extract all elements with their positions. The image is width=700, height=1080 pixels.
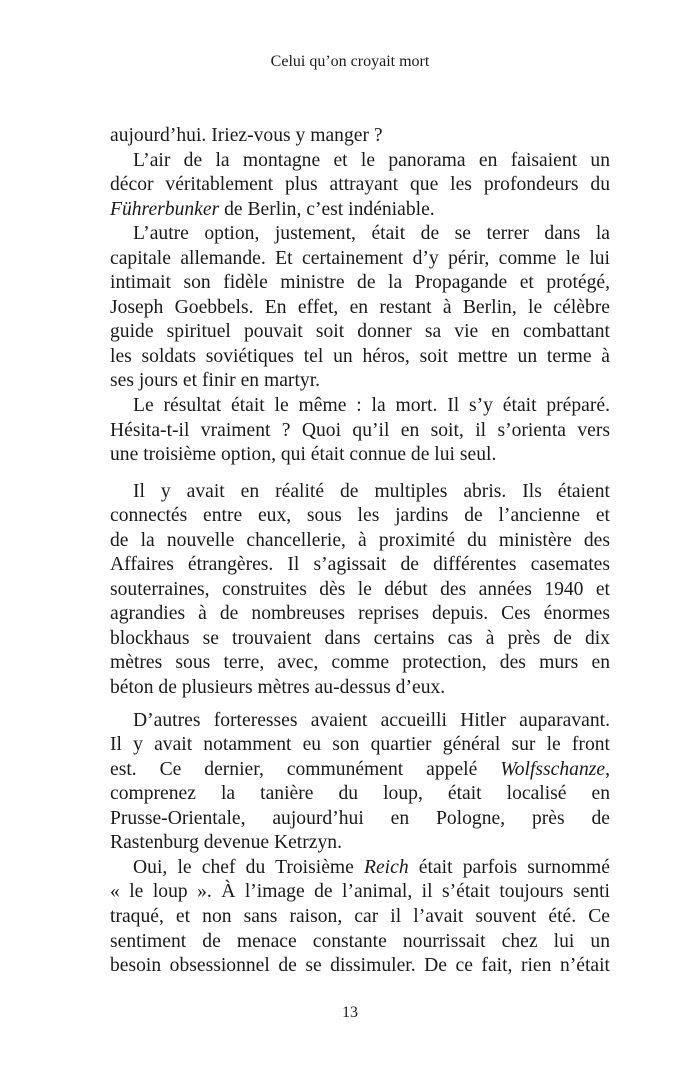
paragraph-resultat — [110, 394, 610, 468]
text-line: Le résultat était le même : la mort. Il s’y était préparé. — [133, 395, 610, 417]
running-head-title: Celui qu’on croyait mort — [270, 53, 430, 70]
paragraph-montagne — [110, 149, 610, 223]
italic-term-reich: Reich — [364, 856, 409, 878]
text-line: guide spirituel pouvait soit donner sa vie en combattant — [110, 321, 610, 343]
text-line: traqué, et non sans raison, car il l’avait souvent été. Ce — [110, 905, 610, 927]
text-line: agrandies à de nombreuses reprises depuis. Ces énormes — [110, 603, 610, 625]
text-line: connectés entre eux, sous les jardins de l’ancienne et — [110, 505, 610, 527]
text-line: Il y avait en réalité de multiples abris. Ils étaient — [133, 480, 610, 502]
page-number: 13 — [342, 1004, 358, 1021]
text-line: L’air de la montagne et le panorama en faisaient un — [133, 149, 610, 171]
text-line: « le loup ». À l’image de l’animal, il s’était toujours senti — [110, 881, 610, 903]
text-fragment: de Berlin, c’est indéniable. — [219, 198, 435, 220]
text-fragment: était parfois surnommé — [408, 856, 610, 878]
text-fragment: Oui, le chef du Troisième — [133, 856, 365, 878]
text-line — [110, 198, 610, 223]
text-line: les soldats soviétiques tel un héros, soit mettre un terme à — [110, 345, 610, 367]
paragraph-loup — [110, 856, 610, 979]
text-line: capitale allemande. Et certainement d’y périr, comme le lui — [110, 247, 610, 269]
text-line: Joseph Goebbels. En effet, en restant à Berlin, le célèbre — [110, 296, 610, 318]
italic-term-fuhrerbunker: Führerbunker — [110, 198, 220, 220]
text-line: Rastenburg devenue Ketrzyn. — [110, 832, 342, 854]
text-line: D’autres forteresses avaient accueilli Hitler auparavant. — [133, 709, 610, 731]
text-line: béton de plusieurs mètres au-dessus d’eux. — [110, 677, 446, 699]
text-fragment: , — [605, 758, 610, 780]
paragraph-forteresses — [110, 709, 610, 856]
text-line: souterraines, construites dès le début des années 1940 et — [110, 578, 610, 600]
text-line: comprenez la tanière du loup, était localisé en — [110, 783, 610, 805]
text-line: Il y avait notamment eu son quartier général sur le front — [110, 734, 610, 756]
paragraph-autre-option — [110, 222, 610, 394]
text-line: Prusse-Orientale, aujourd’hui en Pologne, près de — [110, 807, 610, 829]
text-line — [110, 758, 610, 783]
paragraph-abris — [110, 480, 610, 701]
text-line: besoin obsessionnel de se dissimuler. De ce fait, rien n’était — [110, 955, 610, 977]
paragraph-continuation — [110, 124, 610, 149]
text-line: sentiment de menace constante nourrissait chez lui un — [110, 930, 610, 952]
text-line: de la nouvelle chancellerie, à proximité du ministère des — [110, 529, 610, 551]
text-line: Affaires étrangères. Il s’agissait de différentes casemates — [110, 554, 610, 576]
text-line: décor véritablement plus attrayant que les profondeurs du — [110, 174, 610, 196]
text-line: L’autre option, justement, était de se terrer dans la — [133, 223, 610, 245]
text-line: mètres sous terre, avec, comme protection, des murs en — [110, 652, 610, 674]
text-line: une troisième option, qui était connue de lui seul. — [110, 444, 497, 466]
text-line: blockhaus se trouvaient dans certains cas à près de dix — [110, 627, 610, 649]
text-line — [110, 856, 610, 881]
italic-term-wolfsschanze: Wolfsschanze — [500, 758, 606, 780]
text-line: intimait son fidèle ministre de la Propagande et protégé, — [110, 272, 610, 294]
text-line: aujourd’hui. Iriez-vous y manger ? — [110, 125, 383, 146]
page-body — [110, 124, 610, 979]
text-line: ses jours et finir en martyr. — [110, 370, 321, 392]
text-fragment: est. Ce dernier, communément appelé — [110, 758, 501, 780]
text-line: Hésita-t-il vraiment ? Quoi qu’il en soit, il s’orienta vers — [110, 419, 610, 441]
